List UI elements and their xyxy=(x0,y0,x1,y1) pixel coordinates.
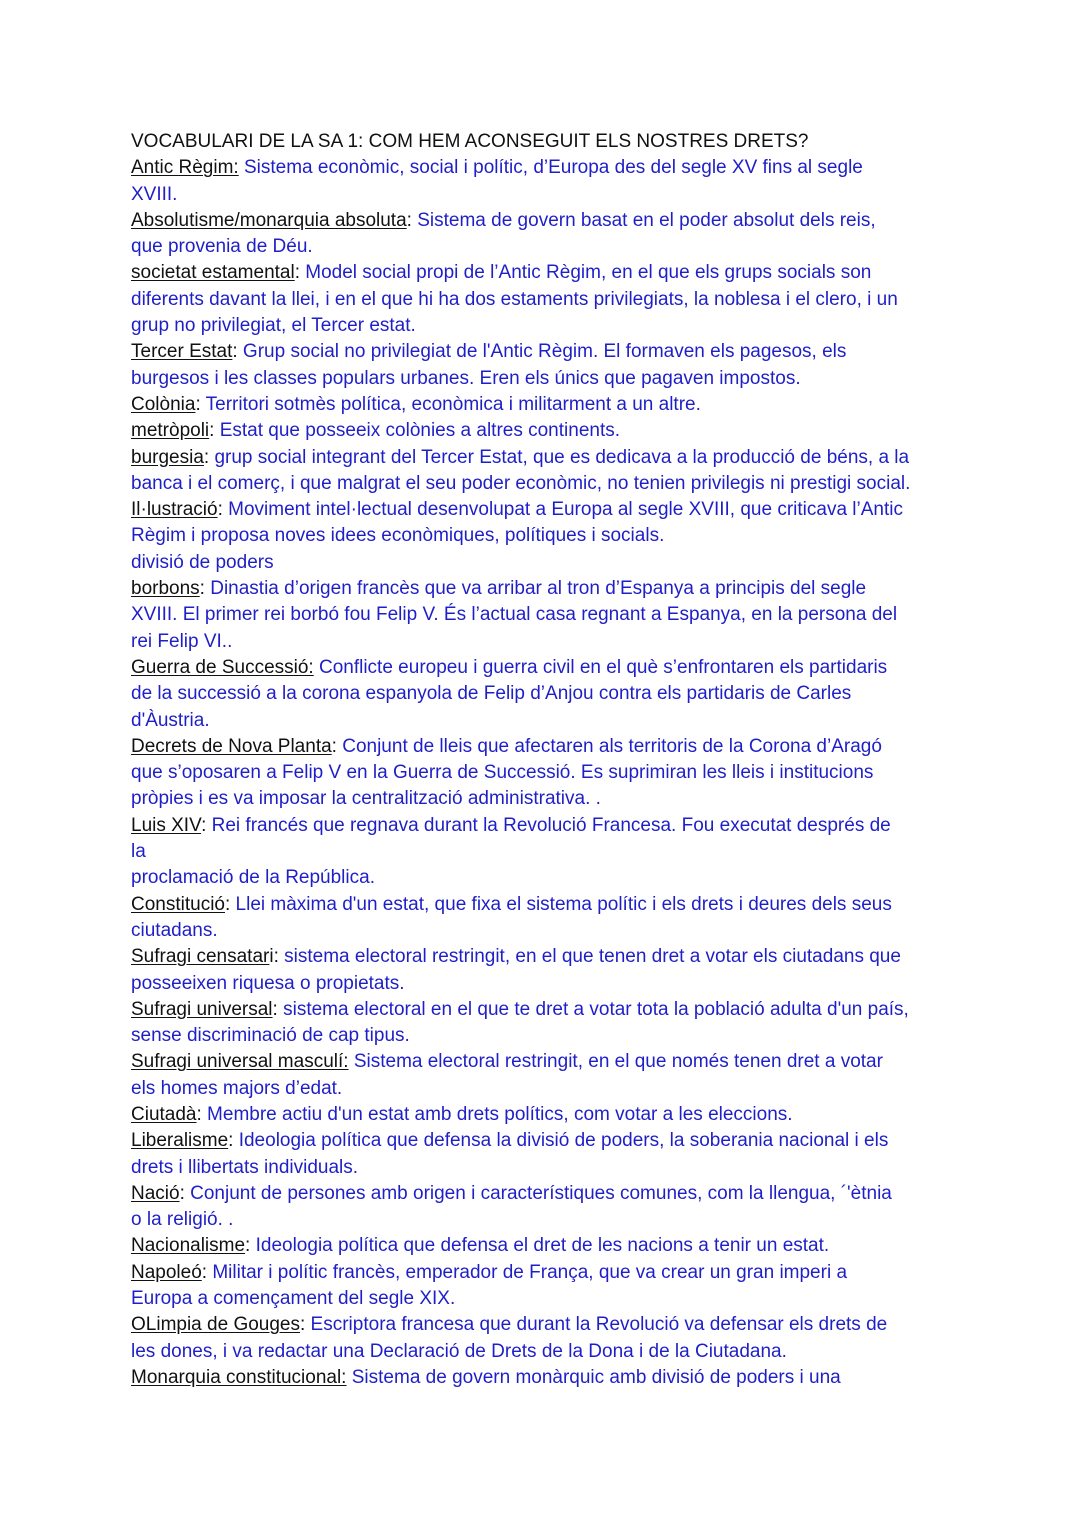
entry-line xyxy=(131,445,961,471)
term-separator: : xyxy=(406,209,412,231)
entry-line xyxy=(131,655,961,681)
vocabulary-definition: de la successió a la corona espanyola de Felip d’Anjou contra els partidaris de Carles xyxy=(131,683,852,705)
vocabulary-definition: Militar i polític francès, emperador de França, que va crear un gran imperi a xyxy=(207,1261,848,1283)
entry-line xyxy=(131,1128,961,1154)
entry-line xyxy=(131,997,961,1023)
vocabulary-entry xyxy=(131,1233,961,1259)
entry-line xyxy=(131,471,961,497)
entry-line xyxy=(131,1339,961,1365)
vocabulary-definition: grup no privilegiat, el Tercer estat. xyxy=(131,315,416,337)
vocabulary-definition: drets i llibertats individuals. xyxy=(131,1156,359,1178)
vocabulary-entry xyxy=(131,892,961,945)
entry-line xyxy=(131,1312,961,1338)
vocabulary-definition: rei Felip VI.. xyxy=(131,630,233,652)
vocabulary-definition: la xyxy=(131,841,146,863)
entry-line xyxy=(131,339,961,365)
entry-line xyxy=(131,523,961,549)
entry-line xyxy=(131,813,961,839)
vocabulary-definition: les dones, i va redactar una Declaració de Drets de la Dona i de la Ciutadana. xyxy=(131,1340,787,1362)
vocabulary-entry xyxy=(131,1049,961,1102)
entry-line xyxy=(131,1260,961,1286)
entry-line xyxy=(131,629,961,655)
entry-line xyxy=(131,1207,961,1233)
entry-line xyxy=(131,418,961,444)
vocabulary-term: Sufragi universal masculí: xyxy=(131,1051,349,1073)
entry-line xyxy=(131,708,961,734)
term-separator: : xyxy=(232,341,238,363)
vocabulary-entry xyxy=(131,155,961,208)
term-separator: : xyxy=(203,446,210,468)
vocabulary-definition: Sistema electoral restringit, en el que només tenen dret a votar xyxy=(348,1051,883,1073)
term-separator: : xyxy=(272,998,278,1020)
vocabulary-definition: Llei màxima d'un estat, que fixa el sistema polític i els drets i deures dels seus xyxy=(230,893,892,915)
vocabulary-term: Ciutadà xyxy=(131,1103,197,1125)
vocabulary-term: Nació xyxy=(131,1182,180,1204)
term-separator: : xyxy=(195,393,201,415)
entry-line xyxy=(131,734,961,760)
vocabulary-term: Absolutisme/monarquia absoluta xyxy=(131,209,407,231)
vocabulary-definition: que provenia de Déu. xyxy=(131,236,313,258)
entry-line xyxy=(131,366,961,392)
vocabulary-definition: Moviment intel·lectual desenvolupat a Europa al segle XVIII, que criticava l’Antic xyxy=(222,499,903,521)
entry-line xyxy=(131,1155,961,1181)
vocabulary-definition: Ideologia política que defensa la divisió de poders, la soberania nacional i els xyxy=(233,1130,889,1152)
vocabulary-term: borbons xyxy=(131,578,200,600)
vocabulary-term: Sufragi universal xyxy=(131,998,273,1020)
term-separator: : xyxy=(196,1103,202,1125)
term-separator: : xyxy=(225,893,231,915)
vocabulary-definition: banca i el comerç, i que malgrat el seu poder econòmic, no tenien privilegis ni prestigi social. xyxy=(131,472,911,494)
entry-line xyxy=(131,944,961,970)
vocabulary-term: Sufragi censatar xyxy=(131,946,270,968)
entry-line xyxy=(131,786,961,812)
entry-line xyxy=(131,1286,961,1312)
vocabulary-entry xyxy=(131,655,961,734)
vocabulary-entry xyxy=(131,1128,961,1181)
vocabulary-term: Il·lustració xyxy=(131,499,218,521)
vocabulary-entry xyxy=(131,734,961,813)
term-separator: : xyxy=(331,735,337,757)
vocabulary-definition: Conjunt de persones amb origen i característiques comunes, com la llengua, ´'ètnia xyxy=(184,1182,892,1204)
vocabulary-entry xyxy=(131,497,961,550)
term-separator: : xyxy=(201,1261,208,1283)
vocabulary-definition: posseeixen riquesa o propietats. xyxy=(131,972,405,994)
vocabulary-definition: Membre actiu d'un estat amb drets polítics, com votar a les eleccions. xyxy=(201,1103,793,1125)
term-separator: : xyxy=(228,1130,234,1152)
vocabulary-definition: burgesos i les classes populars urbanes. Eren els únics que pagaven impostos. xyxy=(131,367,801,389)
entry-line xyxy=(131,602,961,628)
entry-line xyxy=(131,576,961,602)
vocabulary-definition: proclamació de la República. xyxy=(131,867,375,889)
entry-line xyxy=(131,1365,961,1391)
vocabulary-term: OLimpia de Gouges xyxy=(131,1314,300,1336)
entry-line xyxy=(131,208,961,234)
entry-line xyxy=(131,892,961,918)
vocabulary-entry xyxy=(131,997,961,1050)
term-separator: i: xyxy=(269,946,279,968)
vocabulary-definition: Conflicte europeu i guerra civil en el què s’enfrontaren els partidaris xyxy=(313,656,888,678)
entry-line xyxy=(131,1049,961,1075)
vocabulary-definition: Escriptora francesa que durant la Revolució va defensar els drets de xyxy=(305,1314,888,1336)
vocabulary-term: Guerra de Successió: xyxy=(131,656,314,678)
vocabulary-list xyxy=(131,155,961,1391)
vocabulary-term: Napoleó xyxy=(131,1261,202,1283)
vocabulary-definition: pròpies i es va imposar la centralització administrativa. . xyxy=(131,788,601,810)
vocabulary-term: Nacionalisme xyxy=(131,1235,246,1257)
entry-line xyxy=(131,1233,961,1259)
entry-line xyxy=(131,155,961,181)
vocabulary-definition: Sistema de govern monàrquic amb divisió de poders i una xyxy=(346,1366,841,1388)
entry-line xyxy=(131,182,961,208)
vocabulary-definition: Estat que posseeix colònies a altres continents. xyxy=(214,420,621,442)
vocabulary-entry xyxy=(131,339,961,392)
entry-line xyxy=(131,260,961,286)
vocabulary-definition: grup social integrant del Tercer Estat, que es dedicava a la producció de béns, a la xyxy=(209,446,910,468)
vocabulary-definition: sistema electoral en el que te dret a votar tota la població adulta d'un país, xyxy=(277,998,909,1020)
document-title: VOCABULARI DE LA SA 1: COM HEM ACONSEGUIT ELS NOSTRES DRETS? xyxy=(131,131,809,152)
term-separator: : xyxy=(199,578,205,600)
entry-line xyxy=(131,918,961,944)
entry-line xyxy=(131,392,961,418)
vocabulary-definition: que s’oposaren a Felip V en la Guerra de Successió. Es suprimiran les lleis i institucions xyxy=(131,762,874,784)
vocabulary-entry xyxy=(131,550,961,576)
vocabulary-term: societat estamental xyxy=(131,262,295,284)
vocabulary-entry xyxy=(131,1181,961,1234)
vocabulary-definition: Rei francés que regnava durant la Revolució Francesa. Fou executat després de xyxy=(206,814,891,836)
vocabulary-definition: diferents davant la llei, i en el que hi ha dos estaments privilegiats, la noblesa i el clero, i un xyxy=(131,288,898,310)
vocabulary-term: Constitució xyxy=(131,893,225,915)
vocabulary-definition: sistema electoral restringit, en el que tenen dret a votar els ciutadans que xyxy=(278,946,901,968)
vocabulary-definition: o la religió. . xyxy=(131,1209,234,1231)
term-separator: : xyxy=(179,1182,185,1204)
term-separator: : xyxy=(245,1235,251,1257)
vocabulary-definition: divisió de poders xyxy=(131,551,274,573)
vocabulary-term: Luis XIV xyxy=(131,814,202,836)
vocabulary-term: Decrets de Nova Planta xyxy=(131,735,332,757)
entry-line xyxy=(131,313,961,339)
term-separator: : xyxy=(300,1314,306,1336)
vocabulary-entry xyxy=(131,813,961,892)
vocabulary-entry xyxy=(131,944,961,997)
entry-line xyxy=(131,287,961,313)
vocabulary-definition: ciutadans. xyxy=(131,919,218,941)
term-separator: : xyxy=(294,262,300,284)
entry-line xyxy=(131,681,961,707)
vocabulary-term: Colònia xyxy=(131,393,196,415)
vocabulary-definition: Sistema de govern basat en el poder absolut dels reis, xyxy=(411,209,876,231)
term-separator: : xyxy=(217,499,223,521)
entry-line xyxy=(131,1181,961,1207)
vocabulary-definition: Grup social no privilegiat de l'Antic Règim. El formaven els pagesos, els xyxy=(237,341,847,363)
vocabulary-entry xyxy=(131,1365,961,1391)
entry-line xyxy=(131,234,961,260)
vocabulary-definition: Ideologia política que defensa el dret de les nacions a tenir un estat. xyxy=(250,1235,830,1257)
entry-line xyxy=(131,1102,961,1128)
vocabulary-definition: Dinastia d’origen francès que va arribar al tron d’Espanya a principis del segle xyxy=(204,578,867,600)
entry-line xyxy=(131,865,961,891)
vocabulary-definition: Territori sotmès política, econòmica i militarment a un altre. xyxy=(200,393,701,415)
vocabulary-term: Monarquia constitucional: xyxy=(131,1366,347,1388)
vocabulary-term: Liberalisme xyxy=(131,1130,229,1152)
vocabulary-entry xyxy=(131,1312,961,1365)
vocabulary-entry xyxy=(131,208,961,261)
vocabulary-definition: els homes majors d’edat. xyxy=(131,1077,343,1099)
term-separator: : xyxy=(209,420,215,442)
vocabulary-term: metròpoli xyxy=(131,420,210,442)
vocabulary-entry xyxy=(131,260,961,339)
vocabulary-definition: Europa a començament del segle XIX. xyxy=(131,1288,456,1310)
vocabulary-entry xyxy=(131,392,961,418)
entry-line xyxy=(131,760,961,786)
vocabulary-entry xyxy=(131,1260,961,1313)
vocabulary-definition: Règim i proposa noves idees econòmiques, polítiques i socials. xyxy=(131,525,665,547)
vocabulary-entry xyxy=(131,418,961,444)
vocabulary-entry xyxy=(131,576,961,655)
entry-line xyxy=(131,971,961,997)
vocabulary-term: burgesia xyxy=(131,446,204,468)
vocabulary-definition: XVIII. El primer rei borbó fou Felip V. És l’actual casa regnant a Espanya, en la persona del xyxy=(131,604,898,626)
vocabulary-definition: Sistema econòmic, social i polític, d’Europa des del segle XV fins al segle xyxy=(238,157,863,179)
vocabulary-term: Tercer Estat xyxy=(131,341,233,363)
vocabulary-entry xyxy=(131,1102,961,1128)
vocabulary-definition: Conjunt de lleis que afectaren als territoris de la Corona d’Aragó xyxy=(336,735,882,757)
entry-line xyxy=(131,550,961,576)
vocabulary-definition: Model social propi de l’Antic Règim, en el que els grups socials son xyxy=(299,262,872,284)
vocabulary-definition: sense discriminació de cap tipus. xyxy=(131,1025,410,1047)
entry-line xyxy=(131,839,961,865)
vocabulary-term: Antic Règim: xyxy=(131,157,239,179)
vocabulary-definition: XVIII. xyxy=(131,183,178,205)
vocabulary-definition: d'Àustria. xyxy=(131,709,210,731)
entry-line xyxy=(131,497,961,523)
document-page xyxy=(131,129,961,1391)
entry-line xyxy=(131,1076,961,1102)
term-separator: : xyxy=(201,814,207,836)
entry-line xyxy=(131,1023,961,1049)
vocabulary-entry xyxy=(131,445,961,498)
